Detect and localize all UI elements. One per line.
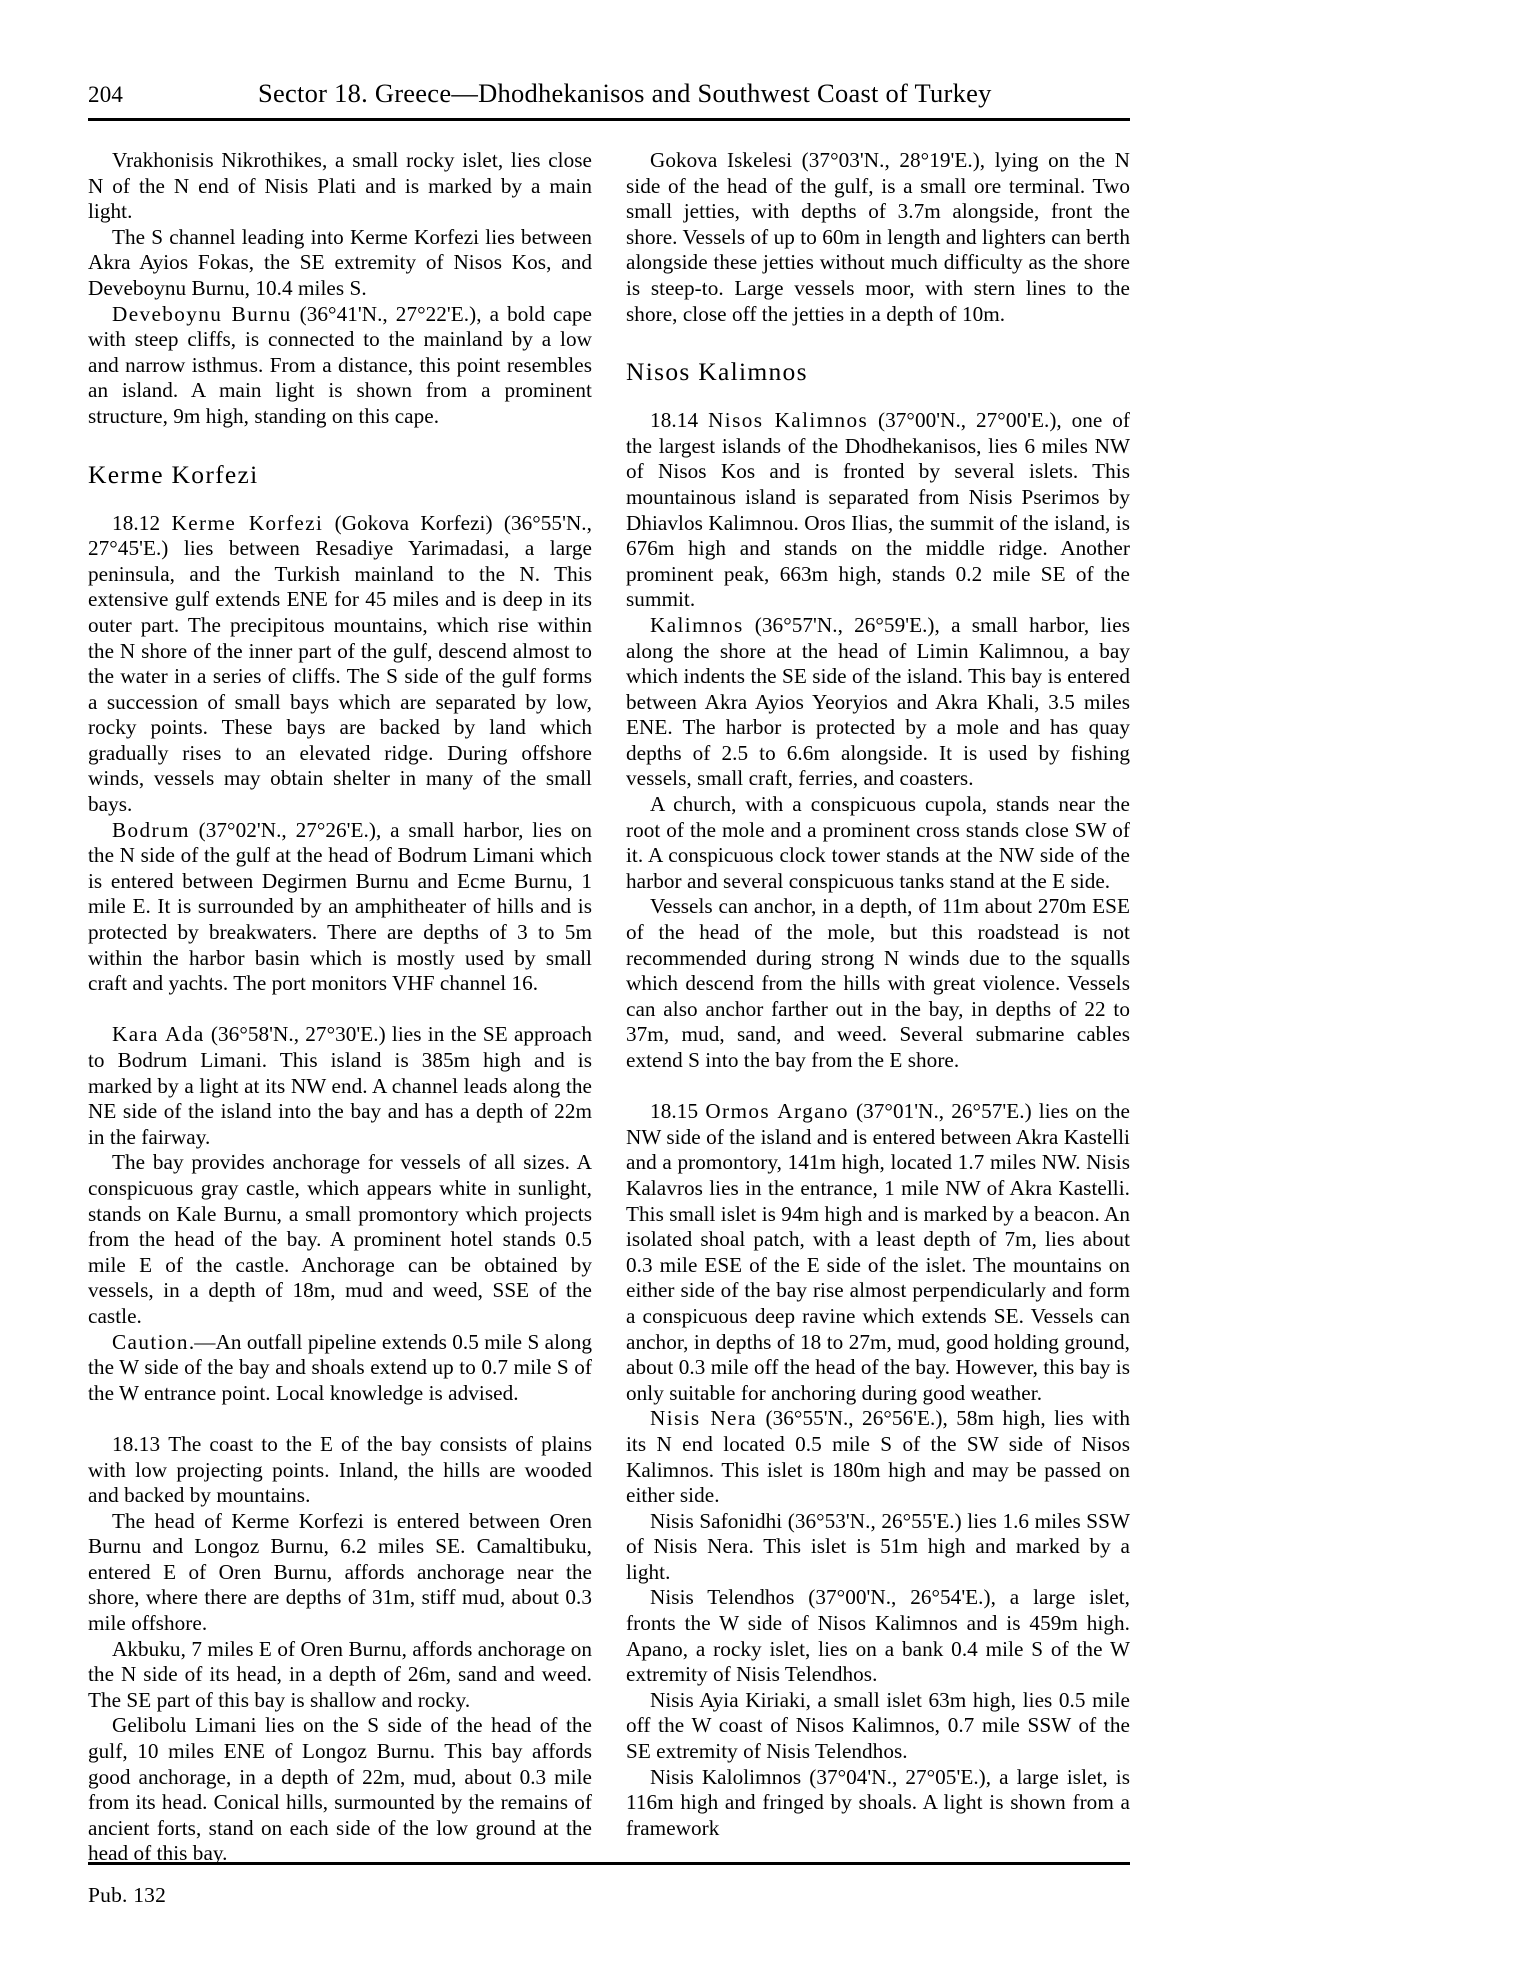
paragraph-text: (36°55'N., 26°56'E.), 58m high, lies with its N end located 0.5 mile S of the SW side of Nisos Kalimnos. This islet is 180m high and may be passed on either side.	[626, 1406, 1131, 1508]
footer: Pub. 132	[88, 1883, 167, 1907]
paragraph-18-12	[88, 511, 592, 818]
paragraph-text: Nisis Safonidhi (36°53'N., 26°55'E.) lies 1.6 miles SSW of Nisis Nera. This islet is 51m high and marked by a light.	[626, 1508, 1130, 1584]
paragraph-deveboynu-burnu	[88, 302, 592, 430]
paragraph-number: 18.13	[112, 1431, 169, 1456]
paragraph-nisis-nera	[626, 1406, 1130, 1508]
paragraph-text: Vessels can anchor, in a depth, of 11m about 270m ESE of the head of the mole, but this roadstead is not recommended during strong N winds due to the squalls which descend from the hills with great violence. Vessels can also anchor farther out in the bay, in depths of 22 to 37m, mud, sand, and weed. Several submarine cables extend S into the bay from the E shore.	[626, 894, 1130, 1072]
paragraph-text: The bay provides anchorage for vessels of all sizes. A conspicuous gray castle, which appears white in sunlight, stands on Kale Burnu, a small promontory which projects from the head of the bay. A prominent hotel stands 0.5 mile E of the castle. Anchorage can be obtained by vessels, in a depth of 18m, mud and weed, SSE of the castle.	[88, 1150, 592, 1328]
paragraph-nisis-telendhos	[626, 1585, 1130, 1687]
paragraph-kalimnos	[626, 613, 1130, 792]
paragraph-vrakhonisis-nikrothikes	[88, 148, 592, 225]
paragraph-text: (36°58'N., 27°30'E.) lies in the SE approach to Bodrum Limani. This island is 385m high and is marked by a light at its NW end. A channel leads along the NE side of the island into the bay and has a depth of 22m in the fairway.	[88, 1022, 592, 1149]
paragraph-s-channel	[88, 225, 592, 302]
header-rule	[88, 118, 1130, 121]
paragraph-number: 18.14	[650, 408, 709, 433]
paragraph-text: Gelibolu Limani lies on the S side of the head of the gulf, 10 miles ENE of Longoz Burnu. This bay affords good anchorage, in a depth of 22m, mud, about 0.3 mile from its head. Conical hills, surmounted by the remains of ancient forts, stand on each side of the low ground at the head of this bay.	[88, 1713, 592, 1866]
text-columns	[88, 148, 1131, 1866]
paragraph-vessels-can-anchor	[626, 894, 1130, 1073]
paragraph-text: (37°02'N., 27°26'E.), a small harbor, lies on the N side of the gulf at the head of Bodrum Limani which is entered between Degirmen Burnu and Ecme Burnu, 1 mile E. It is surrounded by an amphitheater of hills and is protected by breakwaters. There are depths of 3 to 5m within the harbor basin which is mostly used by small craft and yachts. The port monitors VHF channel 16.	[88, 817, 592, 996]
footer-rule	[88, 1862, 1130, 1865]
paragraph-nisis-kalolimnos	[626, 1765, 1130, 1842]
entry-lead-term: Nisos Kalimnos	[708, 408, 869, 433]
section-heading-nisos-kalimnos: Nisos Kalimnos	[626, 357, 808, 387]
entry-lead-term: Kerme Korfezi	[171, 510, 324, 535]
paragraph-18-13	[88, 1432, 592, 1509]
entry-lead-term: Kara Ada	[112, 1022, 205, 1047]
paragraph-18-14	[626, 408, 1130, 613]
paragraph-text: The coast to the E of the bay consists of plains with low projecting points. Inland, the hills are wooded and backed by mountains.	[88, 1431, 592, 1508]
paragraph-text: (36°41'N., 27°22'E.), a bold cape with steep cliffs, is connected to the mainland by a low and narrow isthmus. From a distance, this point resembles an island. A main light is shown from a prominent structure, 9m high, standing on this cape.	[88, 301, 592, 428]
paragraph-text: Nisis Ayia Kiriaki, a small islet 63m high, lies 0.5 mile off the W coast of Nisos Kalimnos, 0.7 mile SSW of the SE extremity of Nisis Telendhos.	[626, 1687, 1130, 1764]
paragraph-text: .—An outfall pipeline extends 0.5 mile S along the W side of the bay and shoals extend up to 0.7 mile S of the W entrance point. Local knowledge is advised.	[88, 1329, 592, 1405]
paragraph-number: 18.15	[650, 1099, 706, 1124]
right-column	[626, 148, 1130, 1848]
paragraph-gelibolu-limani	[88, 1713, 592, 1867]
paragraph-text: Nisis Kalolimnos (37°04'N., 27°05'E.), a large islet, is 116m high and fringed by shoals. A light is shown from a framework	[626, 1764, 1130, 1840]
paragraph-gokova-iskelesi	[626, 148, 1130, 327]
paragraph-text: (37°00'N., 27°00'E.), one of the largest islands of the Dhodhekanisos, lies 6 miles NW of Nisos Kos and is fronted by several islets. This mountainous island is separated from Nisis Pserimos by Dhiavlos Kalimnou. Oros Ilias, the summit of the island, is 676m high and stands on the middle ridge. Another prominent peak, 663m high, stands 0.2 mile SE of the summit.	[626, 408, 1130, 612]
entry-lead-term: Bodrum	[112, 817, 190, 842]
paragraph-text: Akbuku, 7 miles E of Oren Burnu, affords anchorage on the N side of its head, in a depth of 26m, sand and weed. The SE part of this bay is shallow and rocky.	[88, 1636, 592, 1712]
paragraph-text: (36°57'N., 26°59'E.), a small harbor, lies along the shore at the head of Limin Kalimnou, a bay which indents the SE side of the island. This bay is entered between Akra Ayios Yeoryios and Akra Khali, 3.5 miles ENE. The harbor is protected by a mole and has quay depths of 2.5 to 6.6m alongside. It is used by fishing vessels, small craft, ferries, and coasters.	[626, 612, 1130, 791]
paragraph-nisis-ayia-kiriaki	[626, 1688, 1130, 1765]
paragraph-text: The head of Kerme Korfezi is entered between Oren Burnu and Longoz Burnu, 6.2 miles SE. Camaltibuku, entered E of Oren Burnu, affords anchorage near the shore, where there are depths of 31m, stiff mud, about 0.3 mile offshore.	[88, 1508, 592, 1636]
paragraph-18-15	[626, 1099, 1130, 1406]
paragraph-nisis-safonidhi	[626, 1509, 1130, 1586]
left-column	[88, 148, 592, 1866]
entry-lead-term: Caution	[112, 1329, 189, 1354]
paragraph-text: (37°01'N., 26°57'E.) lies on the NW side of the island and is entered between Akra Kastelli and a promontory, 141m high, located 1.7 miles NW. Nisis Kalavros lies in the entrance, 1 mile NW of Akra Kastelli. This small islet is 94m high and is marked by a beacon. An isolated shoal patch, with a least depth of 7m, lies about 0.3 mile ESE of the E side of the islet. The mountains on either side of the bay rise almost perpendicularly and form a conspicuous deep ravine which extends SE. Vessels can anchor, in depths of 18 to 27m, mud, good holding ground, about 0.3 mile off the head of the bay. However, this bay is only suitable for anchoring during good weather.	[626, 1099, 1130, 1405]
page-number: 204	[88, 82, 124, 107]
paragraph-text: The S channel leading into Kerme Korfezi lies between Akra Ayios Fokas, the SE extremity of Nisos Kos, and Deveboynu Burnu, 10.4 miles S.	[88, 224, 592, 300]
paragraph-text: A church, with a conspicuous cupola, stands near the root of the mole and a prominent cross stands close SW of it. A conspicuous clock tower stands at the NW side of the harbor and several conspicuous tanks stand at the E side.	[626, 792, 1130, 893]
paragraph-text: Vrakhonisis Nikrothikes, a small rocky islet, lies close N of the N end of Nisis Plati and is marked by a main light.	[88, 148, 592, 224]
paragraph-text: (Gokova Korfezi) (36°55'N., 27°45'E.) lies between Resadiye Yarimadasi, a large peninsula, and the Turkish mainland to the N. This extensive gulf extends ENE for 45 miles and is deep in its outer part. The precipitous mountains, which rise within the N shore of the inner part of the gulf, descend almost to the water in a series of cliffs. The S side of the gulf forms a succession of small bays which are separated by low, rocky points. These bays are backed by land which gradually rises to an elevated ridge. During offshore winds, vessels may obtain shelter in many of the small bays.	[88, 510, 592, 817]
paragraph-head-of-kerme-korfezi	[88, 1509, 592, 1637]
paragraph-text: Gokova Iskelesi (37°03'N., 28°19'E.), lying on the N side of the head of the gulf, is a small ore terminal. Two small jetties, with depths of 3.7m alongside, front the shore. Vessels of up to 60m in length and lighters can berth alongside these jetties without much difficulty as the shore is steep-to. Large vessels moor, with stern lines to the shore, close off the jetties in a depth of 10m.	[626, 148, 1130, 326]
entry-lead-term: Nisis Nera	[650, 1406, 758, 1431]
paragraph-church-cupola	[626, 792, 1130, 894]
paragraph-bodrum	[88, 818, 592, 997]
paragraph-akbuku	[88, 1637, 592, 1714]
paragraph-text: Nisis Telendhos (37°00'N., 26°54'E.), a large islet, fronts the W side of Nisos Kalimnos and is 459m high. Apano, a rocky islet, lies on a bank 0.4 mile S of the W extremity of Nisis Telendhos.	[626, 1585, 1130, 1687]
paragraph-caution	[88, 1330, 592, 1407]
entry-lead-term: Ormos Argano	[705, 1099, 849, 1124]
running-title: Sector 18. Greece—Dhodhekanisos and Southwest Coast of Turkey	[258, 77, 992, 108]
section-heading-kerme-korfezi: Kerme Korfezi	[88, 459, 259, 489]
paragraph-the-bay-provides	[88, 1150, 592, 1329]
running-head	[88, 62, 1130, 106]
entry-lead-term: Kalimnos	[650, 612, 744, 637]
paragraph-number: 18.12	[112, 510, 172, 535]
entry-lead-term: Deveboynu Burnu	[112, 301, 292, 326]
paragraph-kara-ada	[88, 1022, 592, 1150]
